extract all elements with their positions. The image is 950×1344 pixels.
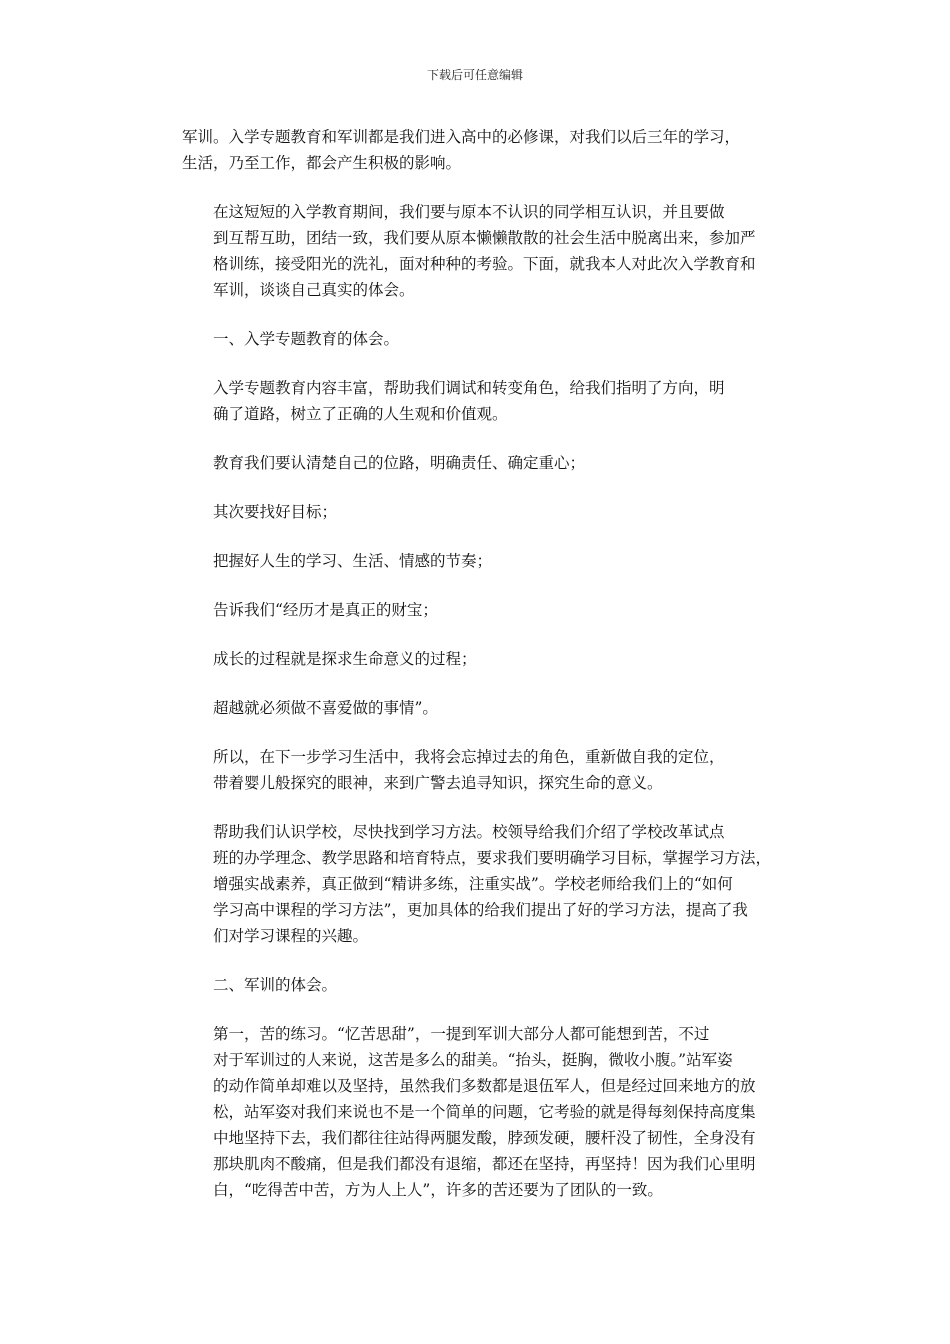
- paragraph-5: [182, 450, 772, 476]
- paragraph-12: [182, 819, 772, 949]
- text-line: 超越就必须做不喜爱做的事情”。: [213, 699, 438, 717]
- text-line: 成长的过程就是探求生命意义的过程；: [213, 650, 477, 668]
- text-line: 到互帮互助，团结一致，我们要从原本懒懒散散的社会生活中脱离出来，参加严: [213, 229, 756, 247]
- text-line: 班的办学理念、教学思路和培育特点，要求我们要明确学习目标，掌握学习方法，: [213, 849, 772, 867]
- paragraph-2: [182, 199, 772, 303]
- text-line: 们对学习课程的兴趣。: [213, 927, 369, 945]
- section-heading-2: [182, 972, 772, 998]
- text-line: 告诉我们“经历才是真正的财宝；: [213, 601, 438, 619]
- page-header: 下载后可任意编辑: [426, 68, 523, 82]
- text-line: 带着婴儿般探究的眼神，来到广警去追寻知识，探究生命的意义。: [213, 774, 663, 792]
- paragraph-10: [182, 695, 772, 721]
- text-line: 教育我们要认清楚自己的位路，明确责任、确定重心；: [213, 454, 586, 472]
- text-line: 其次要找好目标；: [213, 503, 338, 521]
- text-line: 生活，乃至工作，都会产生积极的影响。: [182, 154, 462, 172]
- paragraph-9: [182, 646, 772, 672]
- text-line: 增强实战素养，真正做到“精讲多练，注重实战”。学校老师给我们上的“如何: [213, 875, 733, 893]
- section-heading-1: [182, 326, 772, 352]
- paragraph-4: [182, 375, 772, 427]
- text-line: 一、入学专题教育的体会。: [213, 330, 400, 348]
- text-line: 在这短短的入学教育期间，我们要与原本不认识的同学相互认识，并且要做: [213, 203, 725, 221]
- paragraph-1: [182, 124, 772, 176]
- text-line: 入学专题教育内容丰富，帮助我们调试和转变角色，给我们指明了方向，明: [213, 379, 725, 397]
- text-line: 格训练，接受阳光的洗礼，面对种种的考验。下面，就我本人对此次入学教育和: [213, 255, 756, 273]
- text-line: 把握好人生的学习、生活、情感的节奏；: [213, 552, 493, 570]
- text-line: 那块肌肉不酸痛，但是我们都没有退缩，都还在坚持，再坚持！因为我们心里明: [213, 1155, 756, 1173]
- paragraph-14: [182, 1021, 772, 1203]
- text-line: 确了道路，树立了正确的人生观和价值观。: [213, 405, 508, 423]
- text-line: 中地坚持下去，我们都往往站得两腿发酸，脖颈发硬，腰杆没了韧性，全身没有: [213, 1129, 756, 1147]
- text-line: 军训，谈谈自己真实的体会。: [213, 281, 415, 299]
- text-line: 所以，在下一步学习生活中，我将会忘掉过去的角色，重新做自我的定位，: [213, 748, 725, 766]
- text-line: 二、军训的体会。: [213, 976, 338, 994]
- paragraph-8: [182, 597, 772, 623]
- text-line: 白，“吃得苦中苦，方为人上人”，许多的苦还要为了团队的一致。: [213, 1181, 663, 1199]
- text-line: 第一，苦的练习。“忆苦思甜”，一提到军训大部分人都可能想到苦，不过: [213, 1025, 710, 1043]
- paragraph-6: [182, 499, 772, 525]
- text-line: 的动作简单却难以及坚持，虽然我们多数都是退伍军人，但是经过回来地方的放: [213, 1077, 756, 1095]
- text-line: 军训。入学专题教育和军训都是我们进入高中的必修课，对我们以后三年的学习，: [182, 128, 741, 146]
- paragraph-7: [182, 548, 772, 574]
- text-line: 对于军训过的人来说，这苦是多么的甜美。“抬头，挺胸，微收小腹。”站军姿: [213, 1051, 733, 1069]
- text-line: 学习高中课程的学习方法”，更加具体的给我们提出了好的学习方法，提高了我: [213, 901, 748, 919]
- paragraph-11: [182, 744, 772, 796]
- text-line: 松，站军姿对我们来说也不是一个简单的问题，它考验的就是得每刻保持高度集: [213, 1103, 756, 1121]
- text-line: 帮助我们认识学校，尽快找到学习方法。校领导给我们介绍了学校改革试点: [213, 823, 725, 841]
- document-body: [182, 124, 772, 1226]
